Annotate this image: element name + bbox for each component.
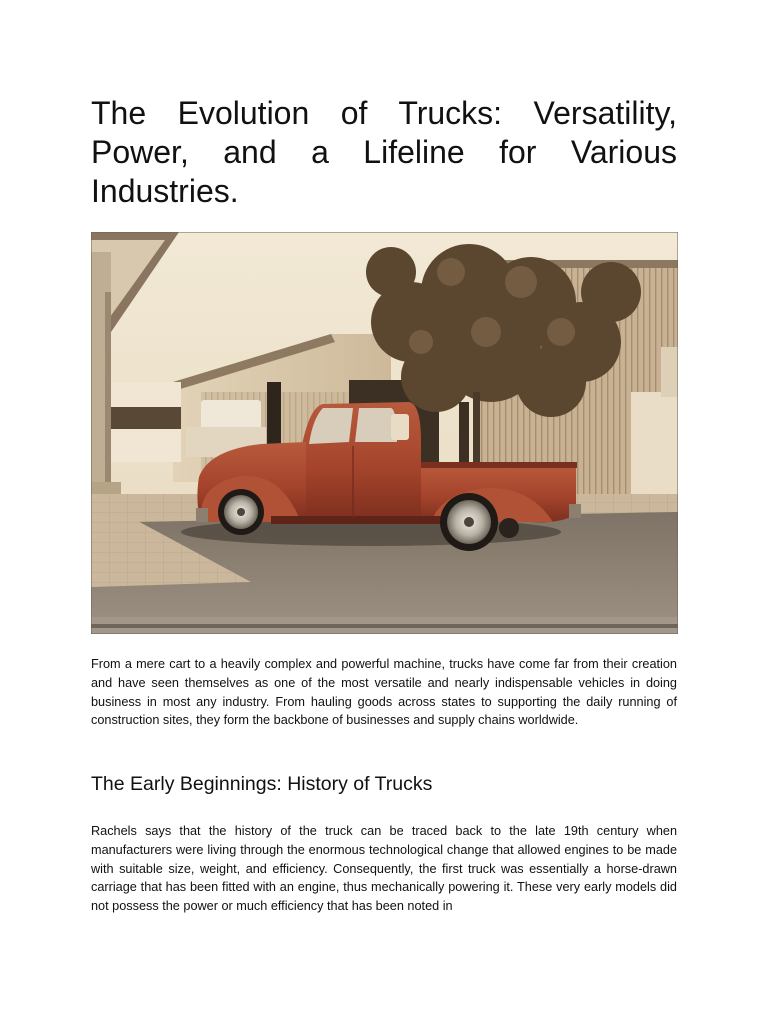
intro-paragraph: From a mere cart to a heavily complex and powerful machine, trucks have come far from their creation and have seen themselves as one of the most versatile and nearly indispensable vehicles in doing business in most any industry. From hauling goods across states to supporting the daily running of construction sites, they form the backbone of businesses and supply chains worldwide. [91, 657, 677, 728]
section-paragraph: Rachels says that the history of the truck can be traced back to the late 19th century when manufacturers were living through the enormous technological change that allowed engines to be made with suitable size, weight, and efficiency. Consequently, the first truck was essentially a horse-drawn carriage that has been fitted with an engine, thus mechanically powering it. These very early models did not possess the power or much efficiency that has been noted in [91, 824, 677, 914]
truck-photo [91, 232, 678, 634]
document-title: The Evolution of Trucks: Versatility, Power, and a Lifeline for Various Industries. [91, 95, 677, 209]
section-heading: The Early Beginnings: History of Trucks [91, 773, 433, 795]
